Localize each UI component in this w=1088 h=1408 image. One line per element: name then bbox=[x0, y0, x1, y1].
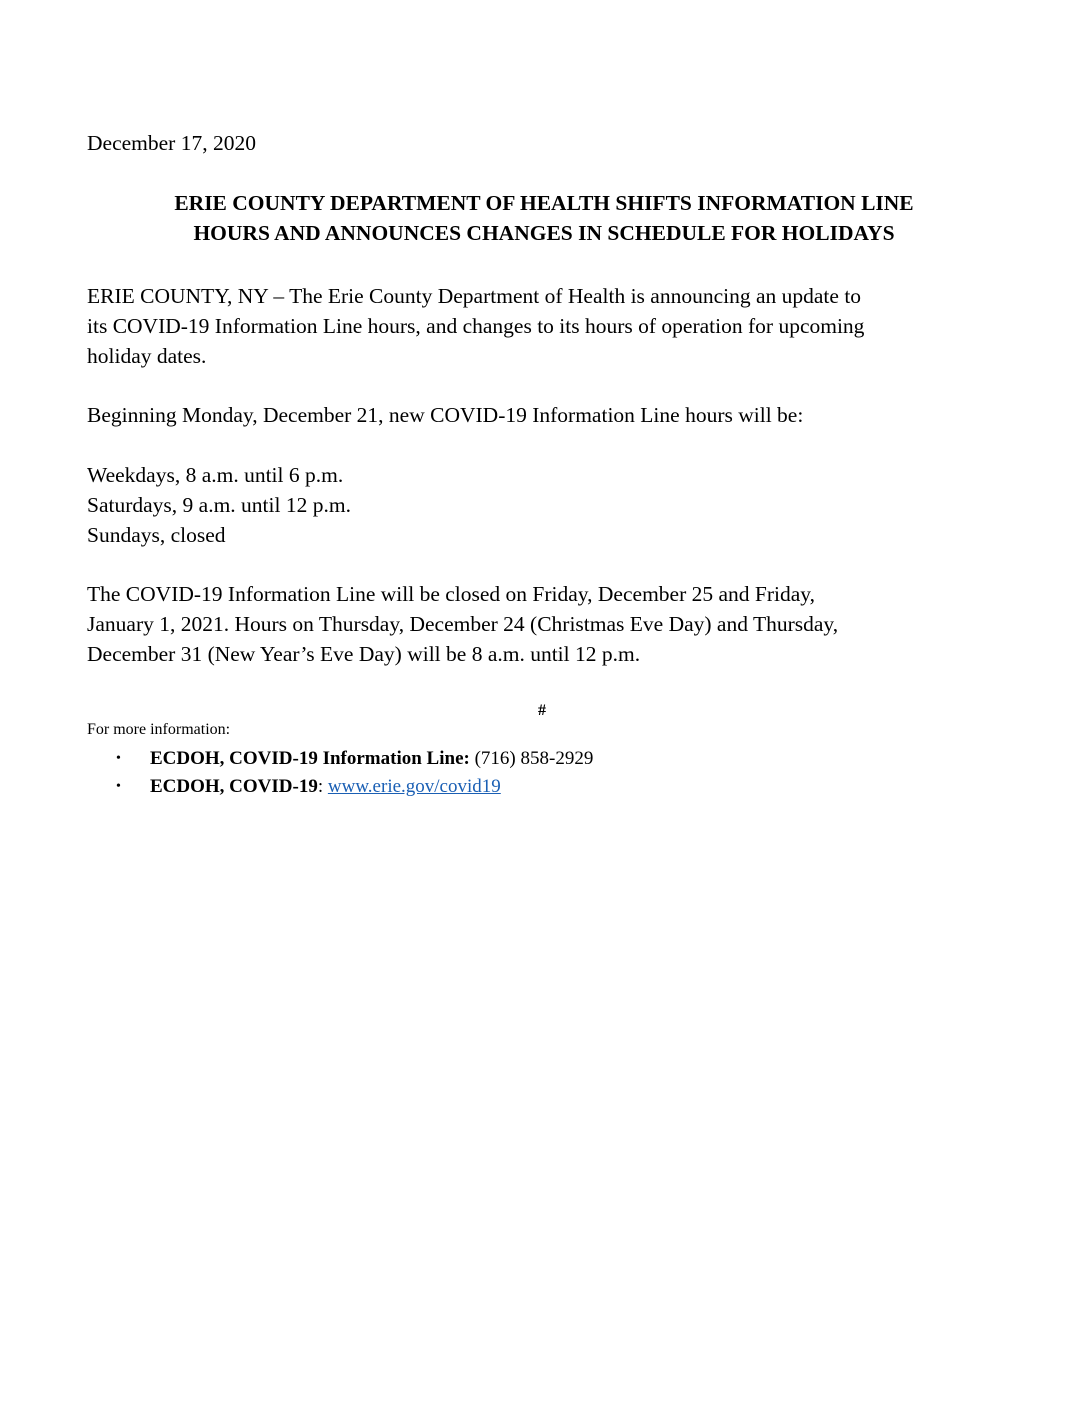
hours-item: Weekdays, 8 a.m. until 6 p.m. bbox=[87, 463, 344, 487]
title-line: ERIE COUNTY DEPARTMENT OF HEALTH SHIFTS INFORMATION LINE bbox=[174, 191, 914, 215]
paragraph-line: holiday dates. bbox=[87, 344, 207, 368]
paragraph-line: its COVID-19 Information Line hours, and changes to its hours of operation for upcoming bbox=[87, 314, 865, 338]
contact-separator: : bbox=[317, 776, 328, 797]
contact-label: ECDOH, COVID-19 Information Line: bbox=[150, 748, 470, 769]
contact-item-website bbox=[110, 773, 593, 801]
contact-list bbox=[110, 745, 593, 801]
hours-intro-paragraph: Beginning Monday, December 21, new COVID-19 Information Line hours will be: bbox=[87, 403, 804, 427]
contact-label: ECDOH, COVID-19 bbox=[150, 776, 318, 797]
hours-item: Sundays, closed bbox=[87, 523, 226, 547]
document-date: December 17, 2020 bbox=[87, 131, 256, 155]
document-title bbox=[0, 188, 1088, 248]
holiday-paragraph bbox=[87, 579, 1007, 669]
bullet-icon: • bbox=[116, 751, 121, 766]
paragraph-line: ERIE COUNTY, NY – The Erie County Department of Health is announcing an update to bbox=[87, 284, 862, 308]
hours-list bbox=[87, 460, 351, 550]
title-line: HOURS AND ANNOUNCES CHANGES IN SCHEDULE FOR HOLIDAYS bbox=[193, 221, 895, 245]
paragraph-line: The COVID-19 Information Line will be closed on Friday, December 25 and Friday, bbox=[87, 582, 816, 606]
contact-item-phone bbox=[110, 745, 593, 773]
paragraph-line: January 1, 2021. Hours on Thursday, December 24 (Christmas Eve Day) and Thursday, bbox=[87, 612, 839, 636]
contact-phone: (716) 858-2929 bbox=[469, 748, 594, 769]
paragraph-line: December 31 (New Year’s Eve Day) will be 8 a.m. until 12 p.m. bbox=[87, 642, 641, 666]
hours-item: Saturdays, 9 a.m. until 12 p.m. bbox=[87, 493, 351, 517]
more-info-label: For more information: bbox=[87, 721, 231, 738]
website-link[interactable]: www.erie.gov/covid19 bbox=[327, 776, 501, 797]
section-separator: # bbox=[538, 702, 546, 719]
intro-paragraph bbox=[87, 281, 1007, 371]
bullet-icon: • bbox=[116, 779, 121, 794]
